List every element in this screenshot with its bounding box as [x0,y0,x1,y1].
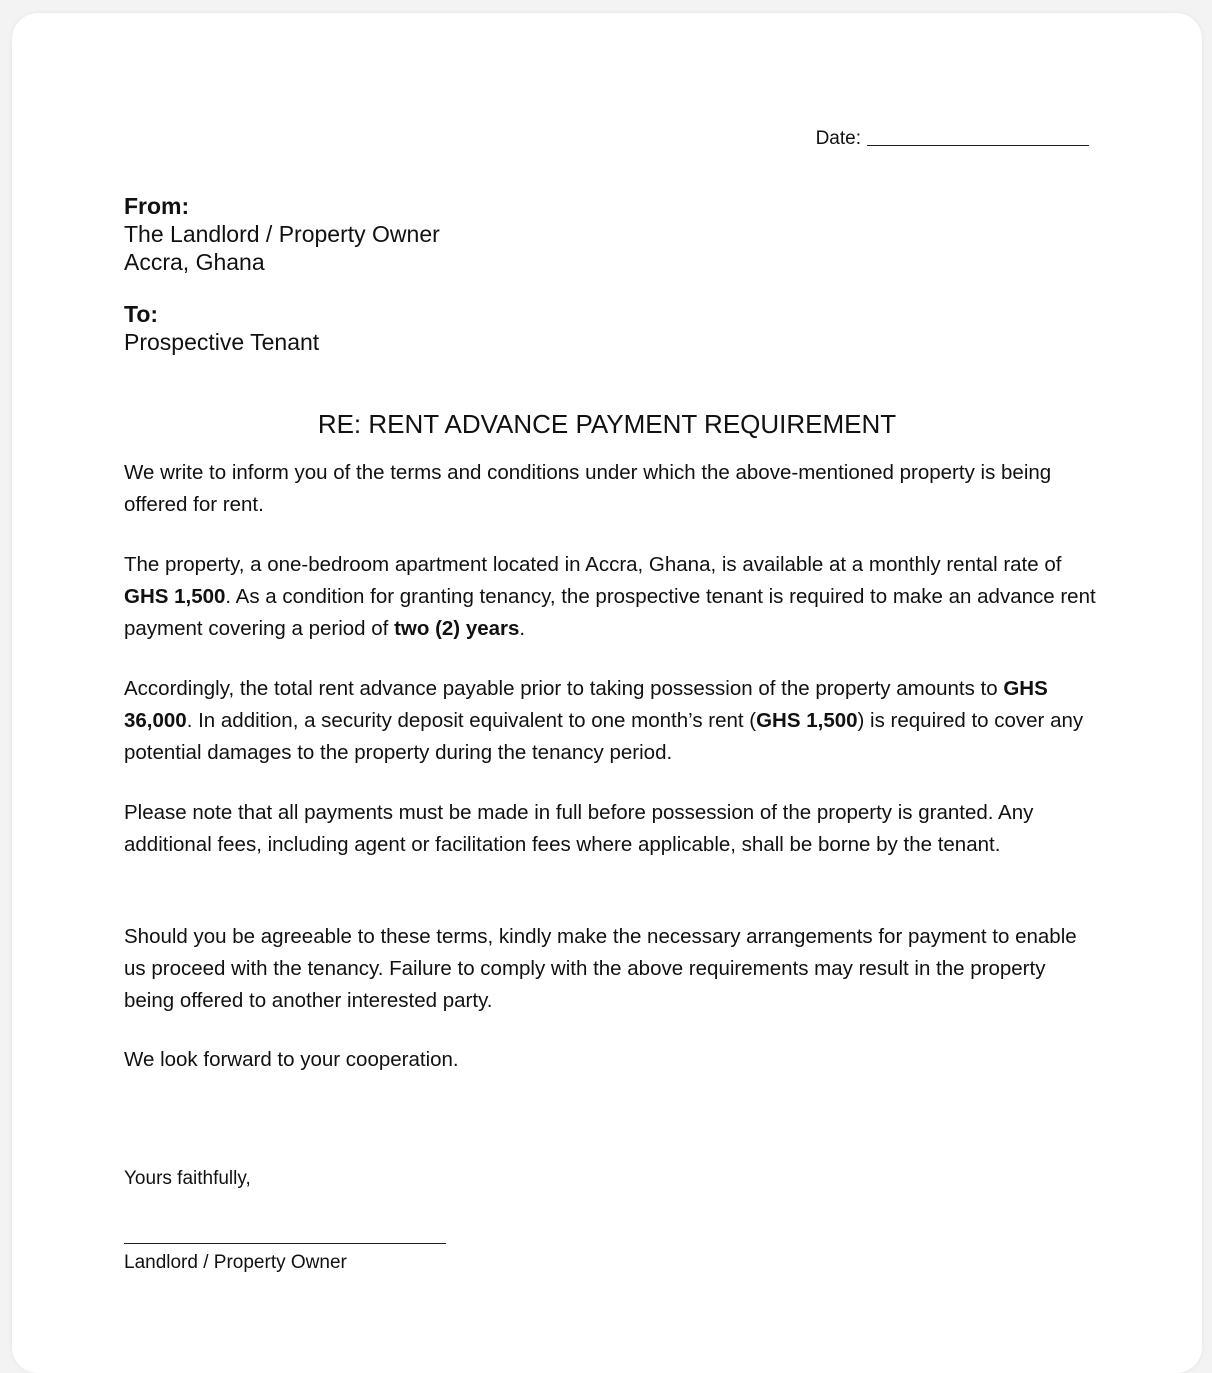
paragraph-intro: We write to inform you of the terms and conditions under which the above-mentioned property is being offered for rent. [124,461,1052,516]
subject-heading: RE: RENT ADVANCE PAYMENT REQUIREMENT [317,409,897,439]
paragraph-payment-conditions: Please note that all payments must be made in full before possession of the property is granted. Any additional fees, including agent or facilitation fees where applicable, shall be borne by the tenant. [124,801,1034,856]
date-label: Date: [815,128,861,149]
p3-text-e: ) is required to cover any potential damages to the property during the tenancy period. [124,709,1084,764]
from-label: From: [124,193,190,219]
date-blank-line [867,127,1089,146]
p3-text-c: . In addition, a security deposit equivalent to one month’s rent ( [186,709,757,732]
signatory-title: Landlord / Property Owner [124,1252,347,1273]
closing-salutation: Yours faithfully, [124,1168,251,1189]
date-field [12,127,1089,151]
p2-text-e: . [519,617,526,640]
letter-page [12,13,1202,1373]
paragraph-property-terms [124,549,1099,645]
advance-period: two (2) years [394,617,520,640]
monthly-rent-amount: GHS 1,500 [124,585,226,608]
from-name: The Landlord / Property Owner [124,221,440,247]
total-advance-amount: GHS 36,000 [124,677,1048,732]
from-block [124,192,440,276]
security-deposit-amount: GHS 1,500 [756,709,858,732]
paragraph-closing-remark: We look forward to your cooperation. [124,1048,459,1071]
signature-line [124,1243,446,1244]
to-name: Prospective Tenant [124,329,320,355]
paragraph-arrangements: Should you be agreeable to these terms, kindly make the necessary arrangements for payment to enable us proceed with the tenancy. Failure to comply with the above requirements may result in the property being offered to another interested party. [124,925,1077,1012]
to-label: To: [124,301,159,327]
p2-text-c: . As a condition for granting tenancy, the prospective tenant is required to make an advance rent payment covering a period of [124,585,1096,640]
p2-text-a: The property, a one-bedroom apartment located in Accra, Ghana, is available at a monthly rental rate of [124,553,1062,576]
paragraph-payment-totals [124,673,1099,769]
from-location: Accra, Ghana [124,249,265,275]
p3-text-a: Accordingly, the total rent advance payable prior to taking possession of the property amounts to [124,677,1004,700]
to-block [124,300,319,356]
